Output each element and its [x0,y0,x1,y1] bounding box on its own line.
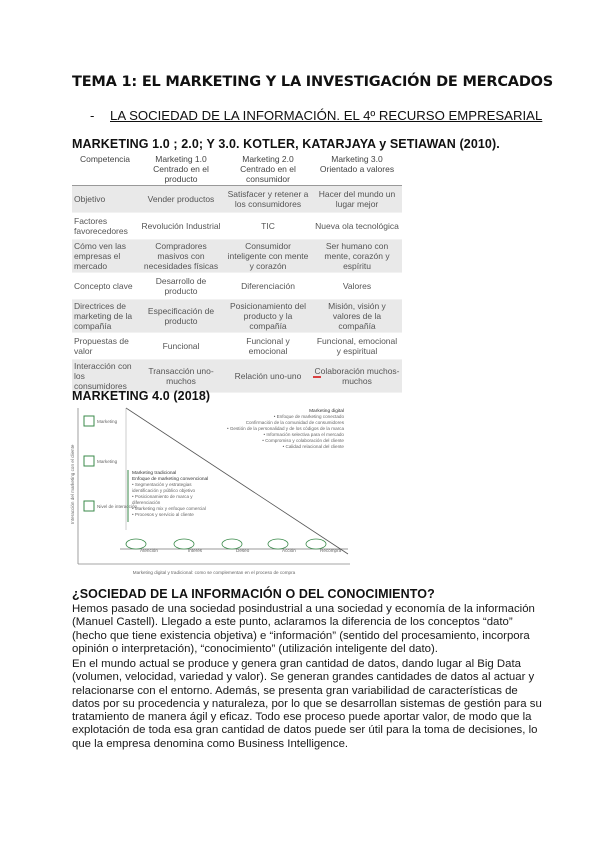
stage-label: Deseo [236,548,250,553]
table-cell: Revolución Industrial [138,213,224,240]
table-cell: Concepto clave [72,273,138,300]
diagram-caption: Marketing digital y tradicional: como se complementan en el proceso de compra [132,570,296,575]
digital-line: • Calidad relacional del cliente [282,444,344,449]
table-cell: Funcional, emocional y espiritual [312,333,402,360]
table-row [72,333,402,360]
table-row [72,186,402,213]
y-axis-label: Interacción del marketing con el cliente [70,444,75,524]
table-cell: Valores [312,273,402,300]
table-cell: Directrices de marketing de la compañía [72,300,138,333]
table-row [72,213,402,240]
page-title: TEMA 1: EL MARKETING Y LA INVESTIGACIÓN DE MERCADOS [72,74,554,90]
society-heading: ¿SOCIEDAD DE LA INFORMACIÓN O DEL CONOCIMIENTO? [72,587,435,601]
table-cell: Objetivo [72,186,138,213]
table-row [72,273,402,300]
table-header-row [72,153,402,186]
table-cell: Posicionamiento del producto y la compañía [224,300,312,333]
table-cell: Transacción uno-muchos [138,360,224,393]
table-row [72,300,402,333]
table-cell: Diferenciación [224,273,312,300]
table-cell: Funcional [138,333,224,360]
table-header: Marketing 2.0 Centrado en el consumidor [224,153,312,186]
green-marker-bottom [84,501,94,511]
table-cell: Propuestas de valor [72,333,138,360]
red-underline-mark [313,376,321,378]
green-marker-top [84,416,94,426]
traditional-line: • Marketing mix y enfoque comercial [132,506,206,511]
green-marker-mid [84,456,94,466]
table-cell: Vender productos [138,186,224,213]
bullet-dash: - [90,108,95,123]
digital-line: • Gestión de la personalidad y de los códigos de la marca [226,426,344,431]
stage-atencion [126,539,158,553]
table-header: Competencia [72,153,138,186]
paragraph: En el mundo actual se produce y genera gran cantidad de datos, dando lugar al Big Data (volumen, velocidad, variedad y valor). Se generan grandes cantidades de datos al actuar y relacionarse con el entorno. Además, se presenta gran variabilidad de características de datos por su procedencia y naturaleza, por lo que se desarrollan sistemas de gestión para su tratamiento de manera ágil y eficaz. Todo ese proceso puede aportar valor, de modo que la explotación de toda esa gran cantidad de datos puede ser útil para la toma de decisiones, lo que la empresa denomina como Business Intelligence. [72,658,542,750]
digital-line: • Información selectiva para el mercado [263,432,344,437]
table-header: Marketing 3.0 Orientado a valores [312,153,402,186]
digital-line: Confirmación de la comunidad de consumidores [245,420,344,425]
table-cell: Cómo ven las empresas el mercado [72,240,138,273]
table-cell: Ser humano con mente, corazón y espíritu [312,240,402,273]
table-cell: Interacción con los consumidores [72,360,138,393]
table-cell: Compradores masivos con necesidades físicas [138,240,224,273]
table-row [72,360,402,393]
marketing4-diagram [70,404,352,580]
digital-line: • Compromiso y colaboración del cliente [262,438,344,443]
stage-label: Atención [140,548,158,553]
stage-deseo [222,539,250,553]
table-cell: TIC [224,213,312,240]
table-header: Marketing 1.0 Centrado en el producto [138,153,224,186]
left-box-label: Marketing [97,459,118,464]
section-subtitle [90,108,550,123]
table-cell: Hacer del mundo un lugar mejor [312,186,402,213]
table-cell: Relación uno-uno [224,360,312,393]
table-cell: Colaboración muchos-muchos [312,360,402,393]
table-cell: Factores favorecedores [72,213,138,240]
table-cell: Misión, visión y valores de la compañía [312,300,402,333]
table-row [72,240,402,273]
marketing-versions-heading: MARKETING 1.0 ; 2.0; Y 3.0. KOTLER, KATARJAYA y SETIAWAN (2010). [72,137,500,151]
table-cell: Consumidor inteligente con mente y corazón [224,240,312,273]
table-cell: Desarrollo de producto [138,273,224,300]
left-box-label: Marketing [97,419,118,424]
digital-title: Marketing digital [309,409,344,414]
table-cell: Funcional y emocional [224,333,312,360]
table-cell: Satisfacer y retener a los consumidores [224,186,312,213]
traditional-line: • Posicionamiento de marca y [132,494,193,499]
traditional-line: • Segmentación y estrategias [132,482,192,487]
marketing-comparison-table [72,153,402,393]
traditional-subtitle: Enfoque de marketing convencional [132,477,209,482]
traditional-title: Marketing tradicional [132,471,177,476]
paragraph: Hemos pasado de una sociedad posindustrial a una sociedad y economía de la información (Manuel Castell). Llegado a este punto, aclaramos la diferencia de los conceptos “dato” (hecho que tiene existencia objetiva) e “información” (sentido del procesamiento, incorpora opinión o interpretación), “conocimiento” (utilización inteligente del dato). [72,603,535,655]
digital-line: • Enfoque de marketing conectado [273,414,344,419]
traditional-line: diferenciación [132,500,161,505]
stage-interes [174,539,203,553]
stage-label: Recompra [320,548,342,553]
table-cell: Nueva ola tecnológica [312,213,402,240]
traditional-line: identificación y público objetivo [132,488,196,493]
marketing4-heading: MARKETING 4.0 (2018) [72,389,211,403]
stage-label: Interés [188,548,203,553]
subtitle-text: LA SOCIEDAD DE LA INFORMACIÓN. EL 4º RECURSO EMPRESARIAL [110,108,543,123]
stage-label: Acción [282,548,296,553]
table-cell: Especificación de producto [138,300,224,333]
stage-accion [268,539,296,553]
traditional-line: • Procesos y servicio al cliente [132,512,194,517]
left-box-label: Nivel de interacción [97,504,138,509]
